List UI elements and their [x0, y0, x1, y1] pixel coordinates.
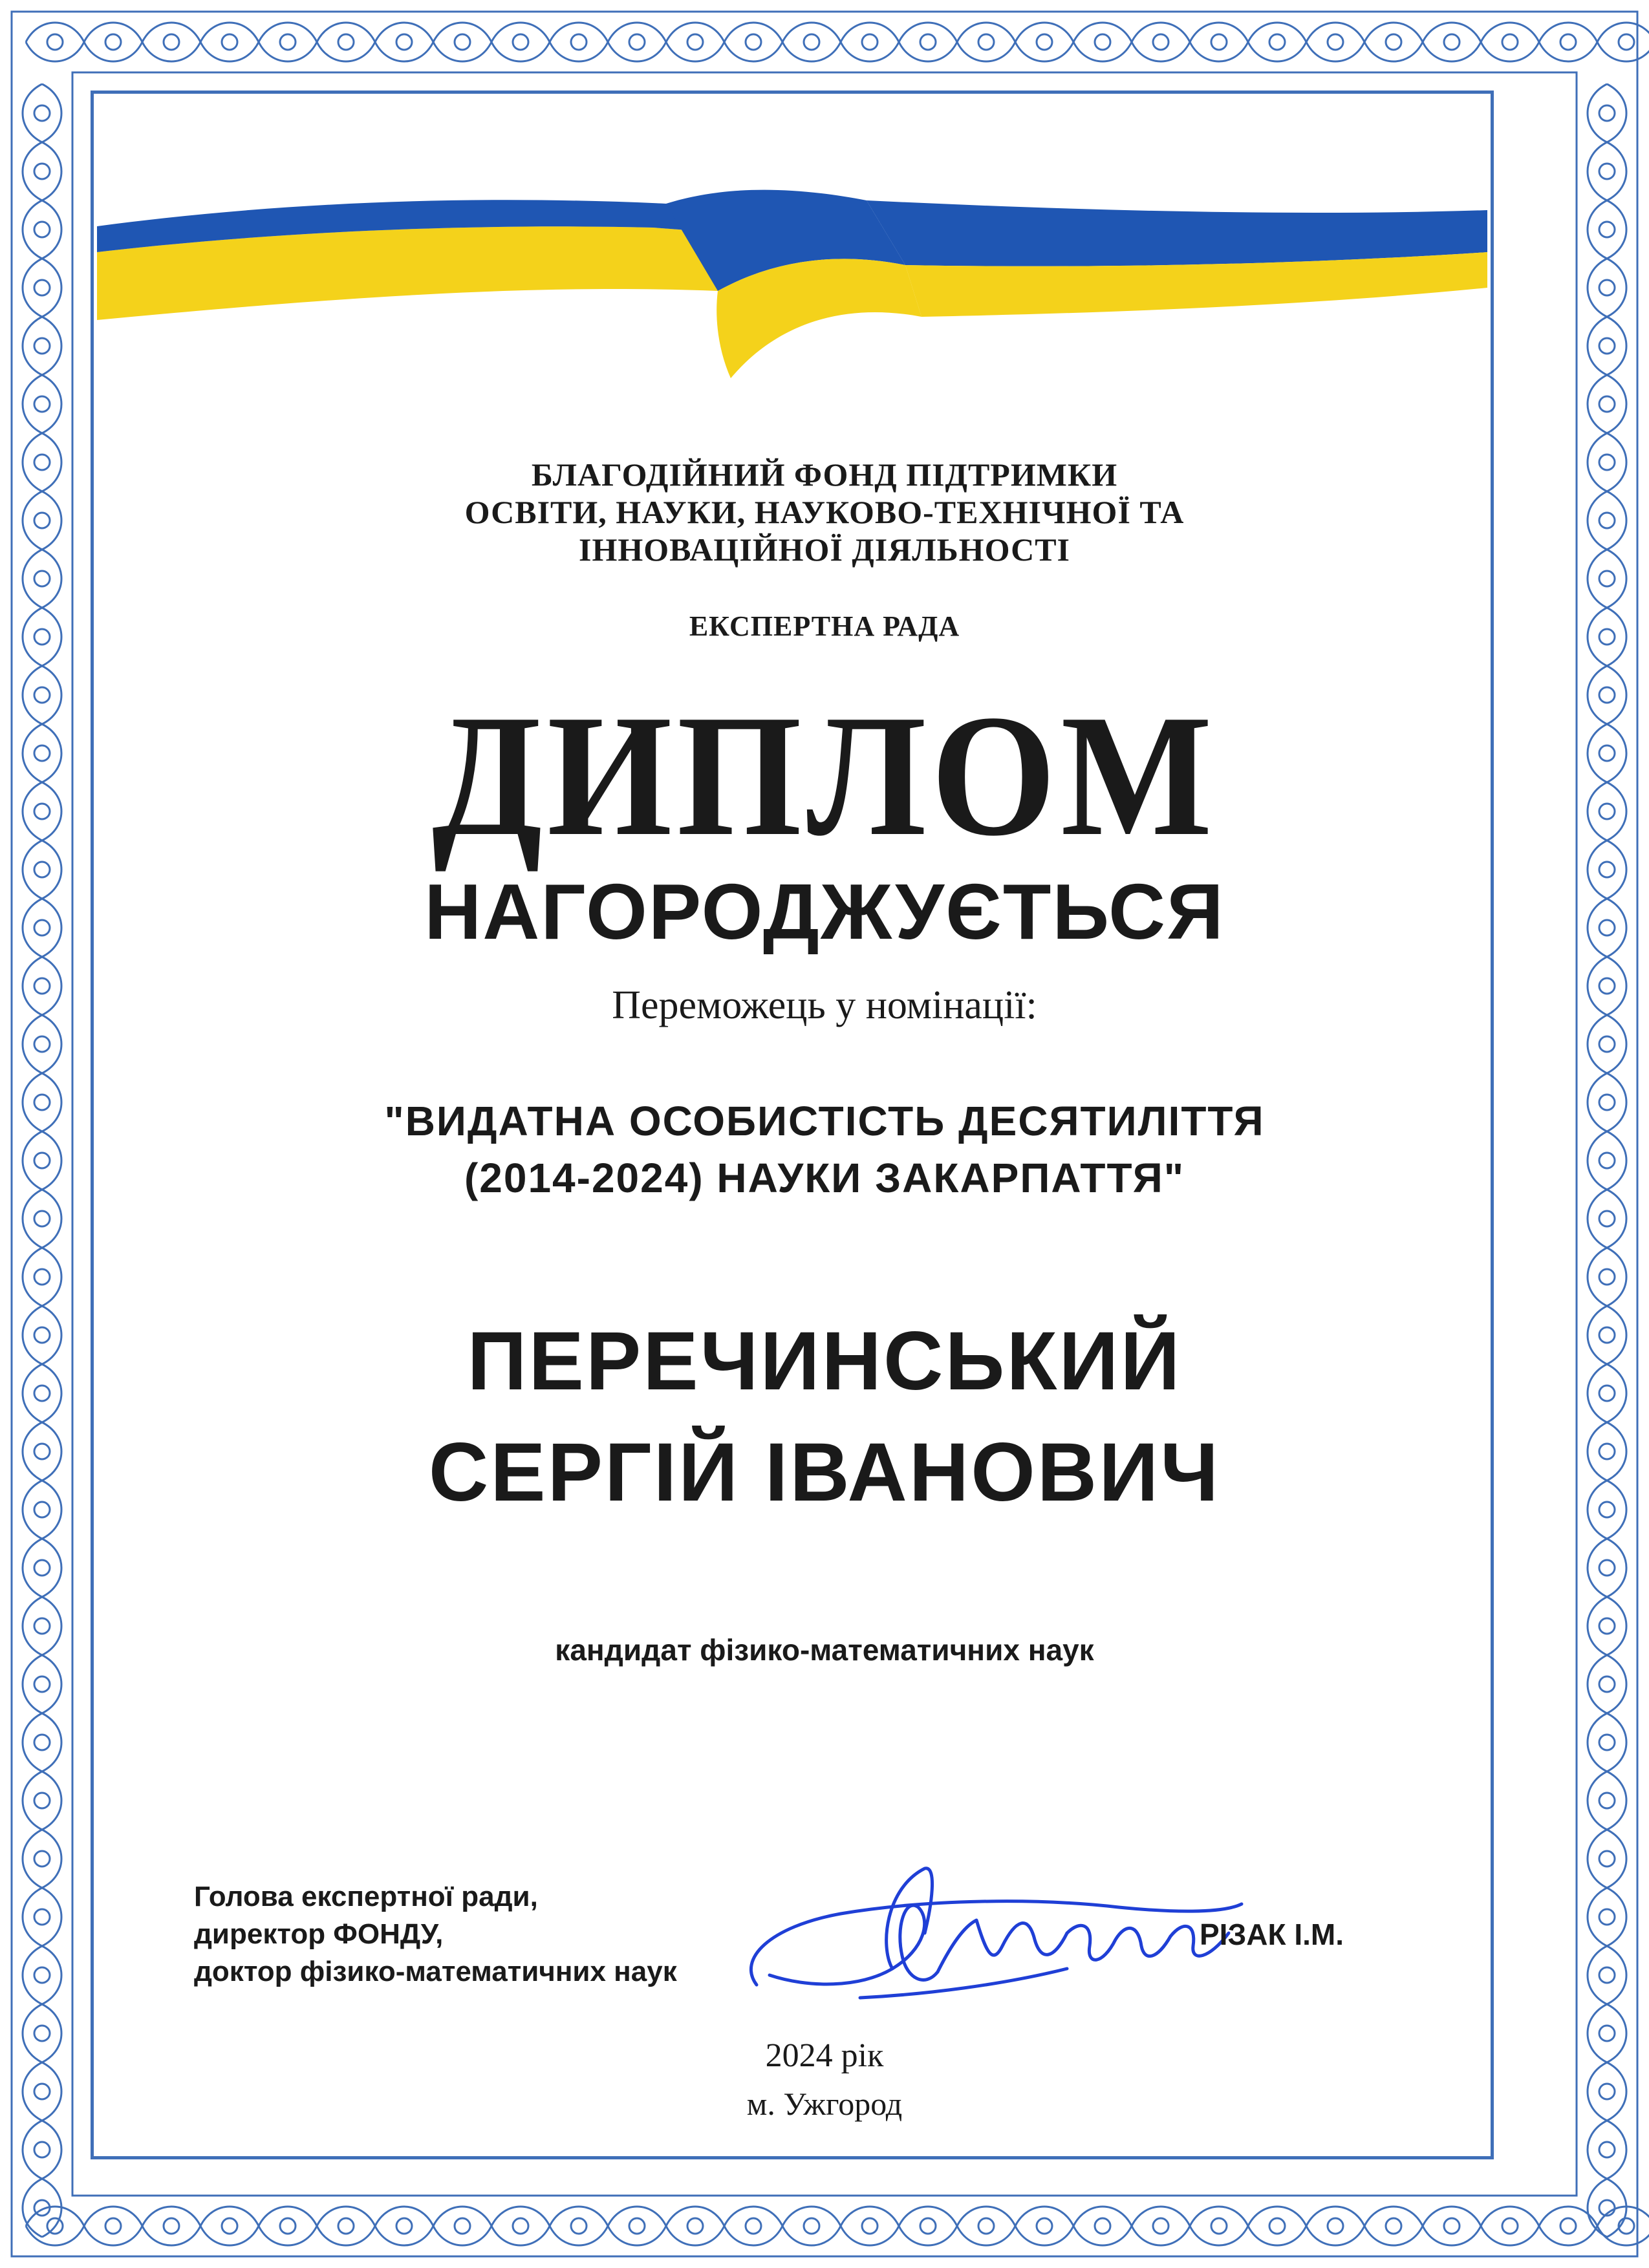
nomination-line: "ВИДАТНА ОСОБИСТІСТЬ ДЕСЯТИЛІТТЯ	[384, 1098, 1265, 1144]
recipient-surname: ПЕРЕЧИНСЬКИЙ	[467, 1315, 1182, 1407]
organization-line: ОСВІТИ, НАУКИ, НАУКОВО-ТЕХНІЧНОЇ ТА	[464, 494, 1185, 530]
expert-council-heading: ЕКСПЕРТНА РАДА	[689, 610, 960, 642]
nomination-title	[0, 1093, 1649, 1206]
flag-blue-right	[867, 200, 1487, 266]
signatory-name: РІЗАК І.М.	[1200, 1918, 1344, 1951]
issue-year: 2024 рік	[765, 2037, 884, 2074]
signatory-position-line: доктор фізико-математичних наук	[194, 1956, 677, 1987]
signatory-position-line: директор ФОНДУ,	[194, 1918, 444, 1950]
recipient-given-names: СЕРГІЙ ІВАНОВИЧ	[428, 1426, 1221, 1519]
nomination-label: Переможець у номінації:	[612, 983, 1037, 1027]
organization-line: БЛАГОДІЙНИЙ ФОНД ПІДТРИМКИ	[531, 456, 1118, 493]
handwritten-signature	[731, 1849, 1248, 2017]
organization-name	[0, 456, 1649, 568]
diploma-title: ДИПЛОМ	[431, 679, 1218, 872]
awarded-heading: НАГОРОДЖУЄТЬСЯ	[424, 868, 1225, 956]
ukrainian-flag-ribbon	[97, 155, 1487, 401]
signatory-position-line: Голова експертної ради,	[194, 1881, 538, 1912]
recipient-name	[0, 1306, 1649, 1528]
nomination-line: (2014-2024) НАУКИ ЗАКАРПАТТЯ"	[464, 1155, 1185, 1201]
issue-city: м. Ужгород	[746, 2086, 903, 2122]
organization-line: ІННОВАЦІЙНОЇ ДІЯЛЬНОСТІ	[578, 531, 1070, 568]
signatory-position	[194, 1878, 677, 1991]
recipient-degree: кандидат фізико-математичних наук	[555, 1633, 1094, 1667]
